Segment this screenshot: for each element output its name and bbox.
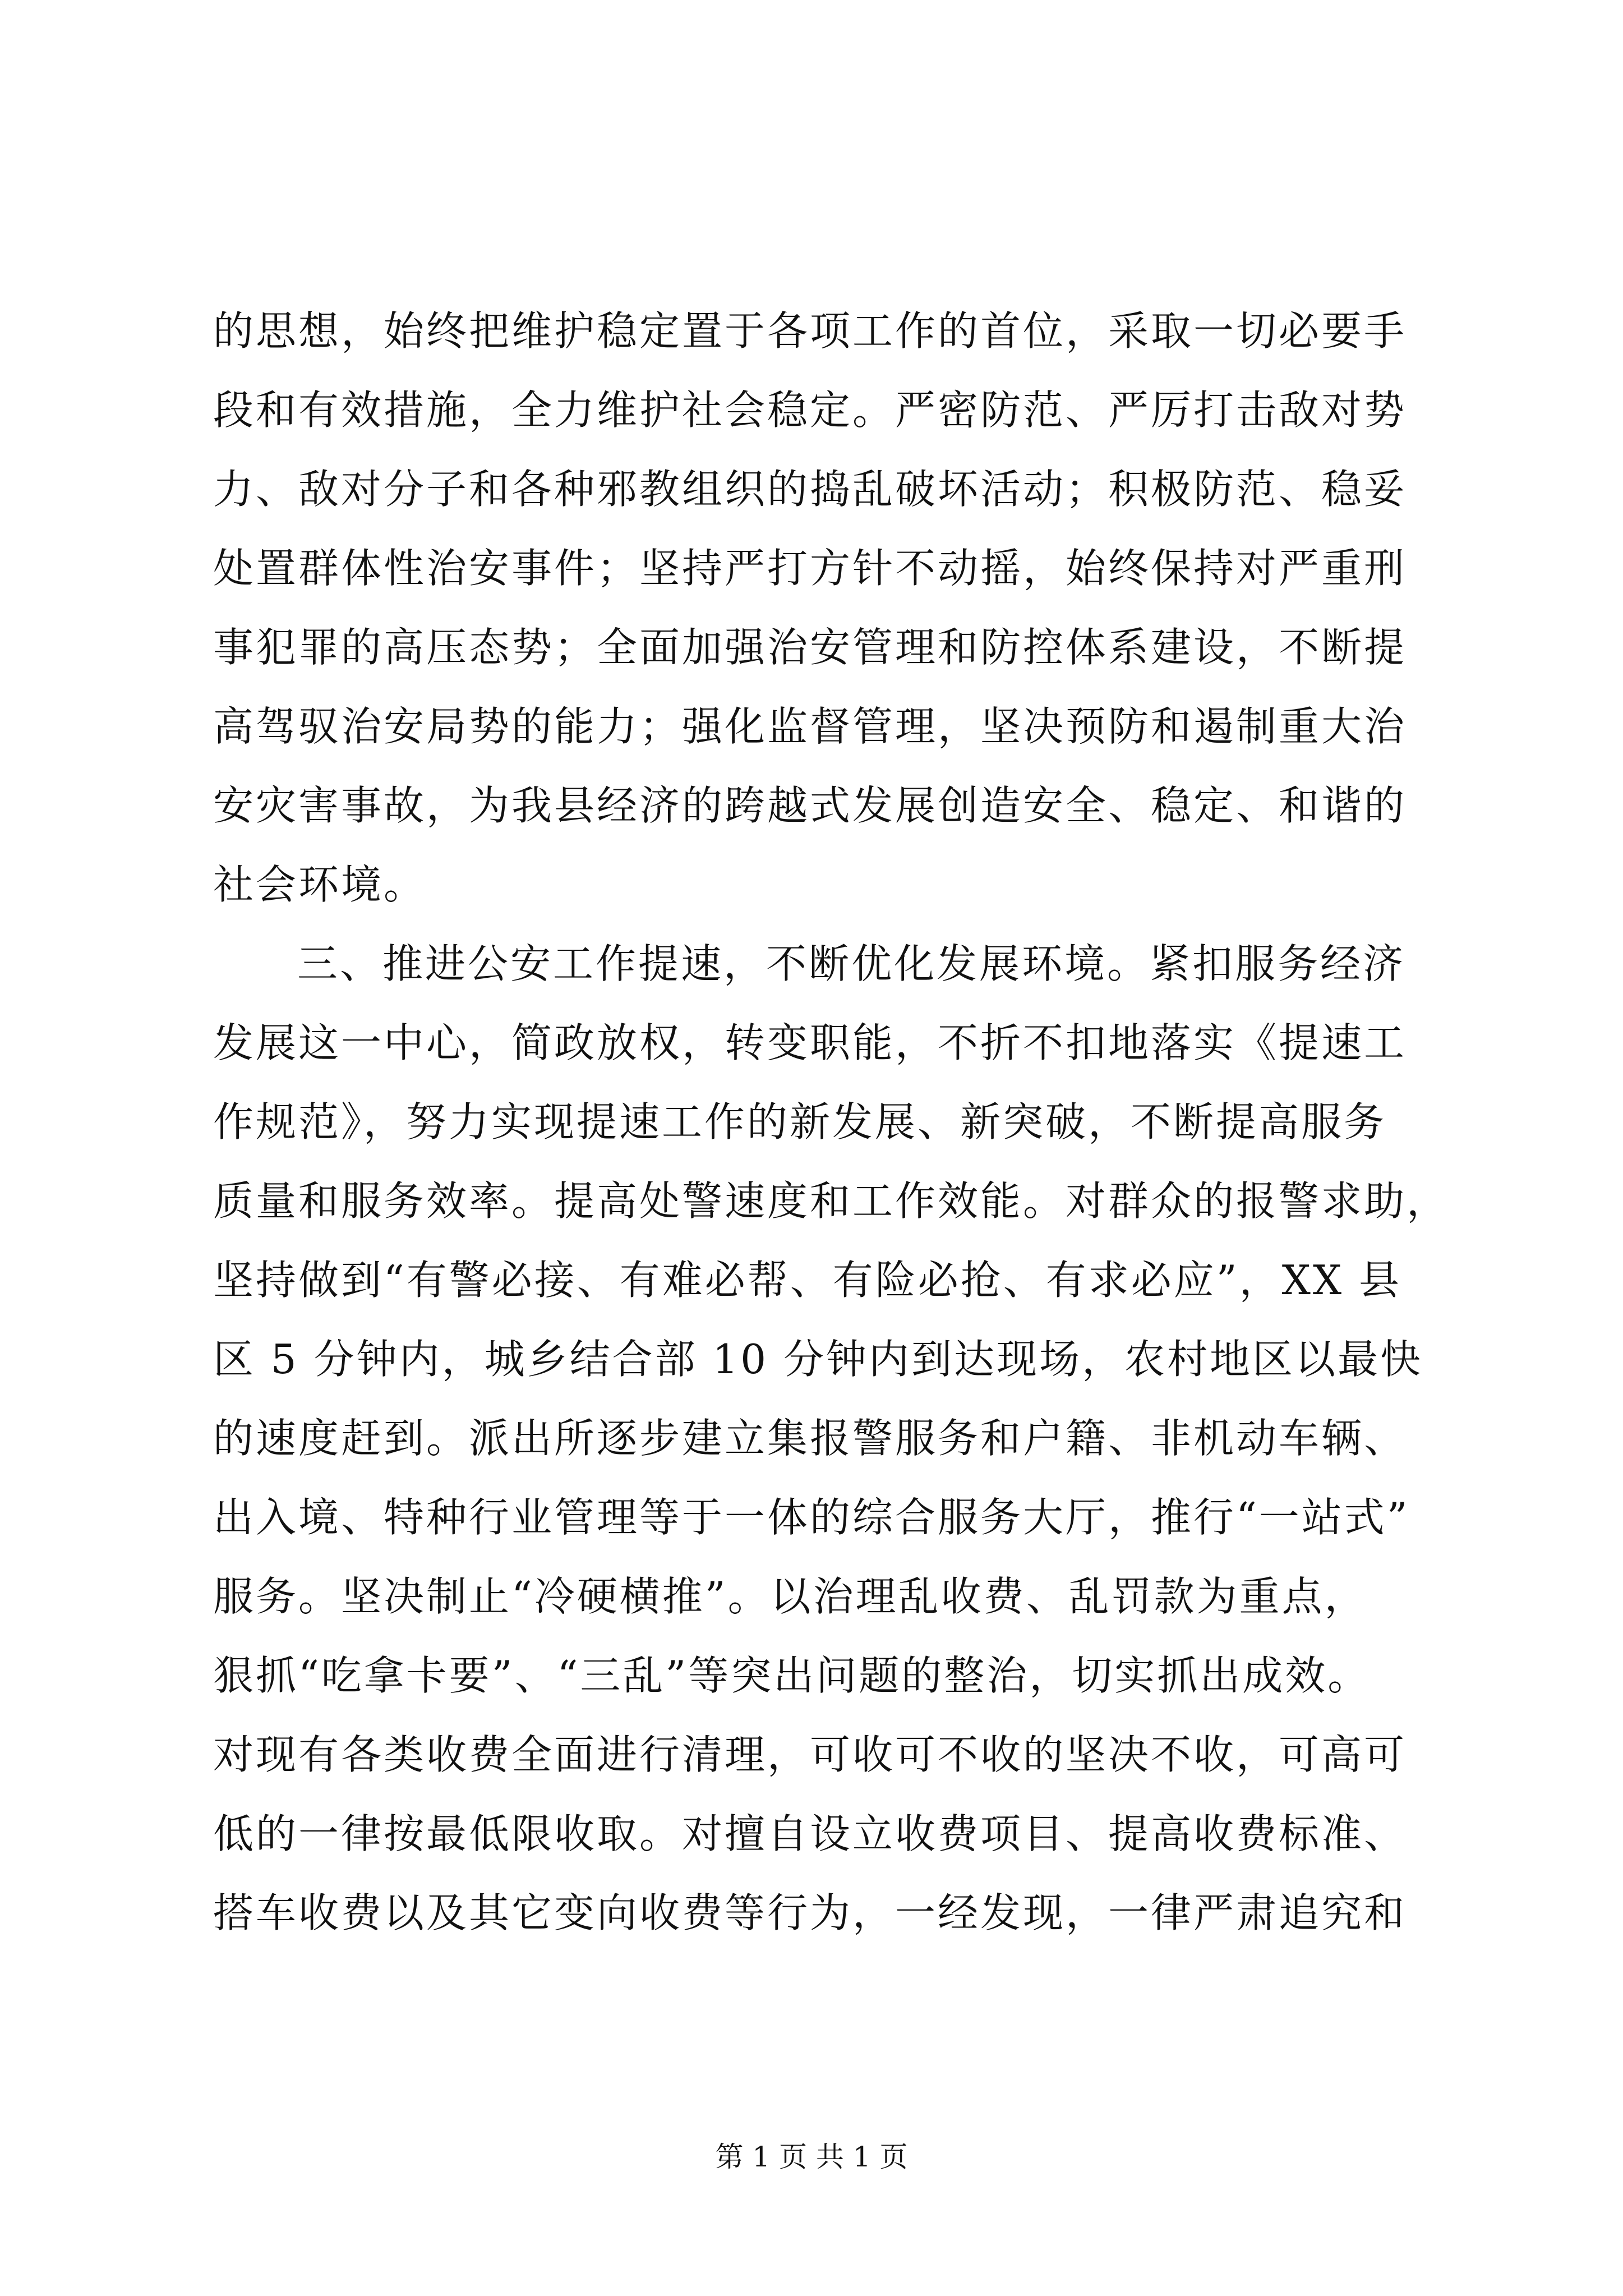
text-line: 狠抓“吃拿卡要”、“三乱”等突出问题的整治，切实抓出成效。: [213, 1652, 1371, 1699]
text-line: 服务。坚决制止“冷硬横推”。以治理乱收费、乱罚款为重点，: [213, 1573, 1367, 1620]
text-line: 安灾害事故，为我县经济的跨越式发展创造安全、稳定、和谐的: [213, 782, 1407, 829]
text-line: 处置群体性治安事件；坚持严打方针不动摇，始终保持对严重刑: [213, 545, 1407, 592]
text-line: 坚持做到“有警必接、有难必帮、有险必抢、有求必应”，XX 县: [213, 1257, 1402, 1304]
text-line: 社会环境。: [213, 861, 427, 908]
text-line: 力、敌对分子和各种邪教组织的捣乱破坏活动；积极防范、稳妥: [213, 466, 1407, 513]
text-line: 事犯罪的高压态势；全面加强治安管理和防控体系建设，不断提: [213, 624, 1407, 671]
text-line: 低的一律按最低限收取。对擅自设立收费项目、提高收费标准、: [213, 1810, 1407, 1857]
text-line: 区 5 分钟内，城乡结合部 10 分钟内到达现场，农村地区以最快: [213, 1336, 1423, 1383]
text-line: 搭车收费以及其它变向收费等行为，一经发现，一律严肃追究和: [213, 1889, 1407, 1936]
document-body: [213, 292, 1450, 1953]
page-footer: 第 1 页 共 1 页: [715, 2141, 908, 2173]
text-line: 对现有各类收费全面进行清理，可收可不收的坚决不收，可高可: [213, 1731, 1407, 1778]
text-line: 的速度赶到。派出所逐步建立集报警服务和户籍、非机动车辆、: [213, 1415, 1407, 1462]
text-line: 段和有效措施，全力维护社会稳定。严密防范、严厉打击敌对势: [213, 386, 1407, 434]
text-line: 三、推进公安工作提速，不断优化发展环境。紧扣服务经济: [297, 940, 1406, 987]
text-line: 发展这一中心，简政放权，转变职能，不折不扣地落实《提速工: [213, 1019, 1407, 1066]
text-line: 高驾驭治安局势的能力；强化监督管理，坚决预防和遏制重大治: [213, 703, 1407, 750]
text-line: 质量和服务效率。提高处警速度和工作效能。对群众的报警求助，: [213, 1177, 1450, 1225]
text-line: 的思想，始终把维护稳定置于各项工作的首位，采取一切必要手: [213, 307, 1407, 355]
text-line: 作规范》，努力实现提速工作的新发展、新突破，不断提高服务: [213, 1098, 1387, 1145]
text-line: 出入境、特种行业管理等于一体的综合服务大厅，推行“一站式”: [213, 1494, 1410, 1541]
